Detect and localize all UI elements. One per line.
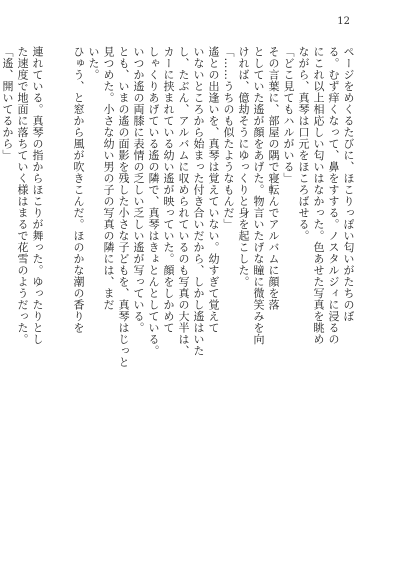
text-line: その言葉に、部屋の隅で寝転んでアルバムに顔を落 [267,46,280,311]
text-line: た速度で地面に落ちていく様はまるで花雪のようだった。 [16,46,29,345]
text-line: いないところから始まった付き合いだから、しかし遙はいた [192,46,205,357]
text-line: しゃくりあげている遙の隣で、真琴はきょとんとしている。 [147,46,160,357]
text-line: ひゅう、と窓から風が吹きこんだ。ほのかな潮の香りを [72,46,85,334]
text-line: 遙との出逢いを、真琴は覚えていない。幼すぎて覚えて [207,46,220,334]
text-line: としていた遙が顔をあげた。物言いたげな瞳に微笑みを向 [252,46,265,345]
text-line: 見つめた。小さな幼い男の子の写真の隣には、まだ [102,46,115,311]
text-line: 「……うちのも似たようなもんだ」 [222,46,235,230]
text-line: カーに挟まれている幼い遙が映っていた。顔をしかめて [162,46,175,334]
column-gap [45,46,71,546]
text-line: いた。 [87,46,100,81]
text-line: ければ、億劫そうにゆっくりと身を起こした。 [237,46,250,288]
text-line: いつか遙の両膝に表情の乏しい乏しい遙が写っている。 [132,46,145,334]
page-number: 12 [337,16,350,27]
text-line: ページをめくるたびに、ほこりっぽい匂いがたちのぼ [342,46,355,322]
text-line: る。むず痒くなって、鼻をすする。ノスタルジィに浸るの [327,46,340,345]
text-line: し、たぶん、アルバムに収められているのも写真の大半は、 [177,46,190,357]
text-line: 「遙、開いてるから」 [1,46,14,161]
text-line: 連れている。真琴の指からほこりが舞った。ゆったりとし [31,46,44,345]
vertical-text-body [1,46,356,546]
text-line: とも、いまの遙の面影を残した小さな子どもを、真琴はじっと [117,46,130,368]
text-line: 「どこ見てもハルがいる」 [282,46,295,184]
text-line: にこれ以上相応しい匂いはなかった。色あせた写真を眺め [312,46,325,345]
text-line: ながら、真琴は口元をほころばせる。 [297,46,310,242]
